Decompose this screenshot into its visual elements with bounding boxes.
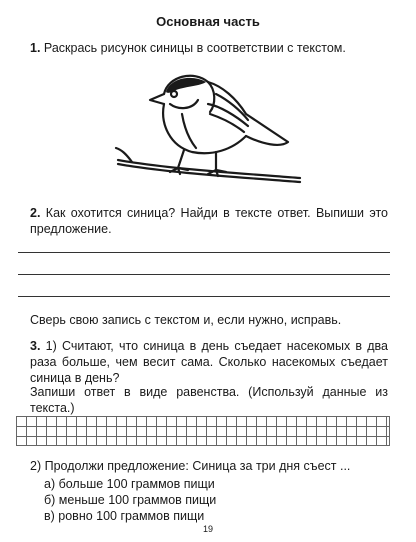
- task-3-question-2: 2) Продолжи предложение: Синица за три дня съест ...: [30, 459, 351, 473]
- task-2: [30, 205, 388, 237]
- page-number: 19: [202, 524, 213, 534]
- option-c[interactable]: в) ровно 100 граммов пищи: [44, 509, 205, 523]
- task-1-number: 1.: [30, 41, 41, 55]
- task-1: [30, 40, 388, 56]
- task-3-instruction: Запиши ответ в виде равенства. (Используй данные из текста.): [30, 385, 388, 415]
- option-b[interactable]: б) меньше 100 граммов пищи: [44, 493, 217, 507]
- task-1-text: Раскрась рисунок синицы в соответствии с текстом.: [43, 41, 346, 55]
- answer-line-3[interactable]: [18, 296, 390, 297]
- task-3-question-1: [30, 338, 388, 386]
- section-heading: Основная часть: [156, 14, 260, 29]
- task-3-q1-text: 1) Считают, что синица в день съедает насекомых в два раза больше, чем весит сама. Сколько насекомых съедает синица в день?: [30, 339, 388, 385]
- answer-line-1[interactable]: [18, 252, 390, 253]
- answer-line-2[interactable]: [18, 274, 390, 275]
- check-note: Сверь свою запись с текстом и, если нужно, исправь.: [30, 313, 342, 327]
- task-3-number: 3.: [30, 339, 41, 353]
- titmouse-drawing: [112, 64, 302, 194]
- option-a[interactable]: а) больше 100 граммов пищи: [44, 477, 215, 491]
- task-2-text: Как охотится синица? Найди в тексте ответ. Выпиши это предложение.: [30, 206, 388, 236]
- answer-grid[interactable]: [16, 416, 390, 446]
- task-2-number: 2.: [30, 206, 41, 220]
